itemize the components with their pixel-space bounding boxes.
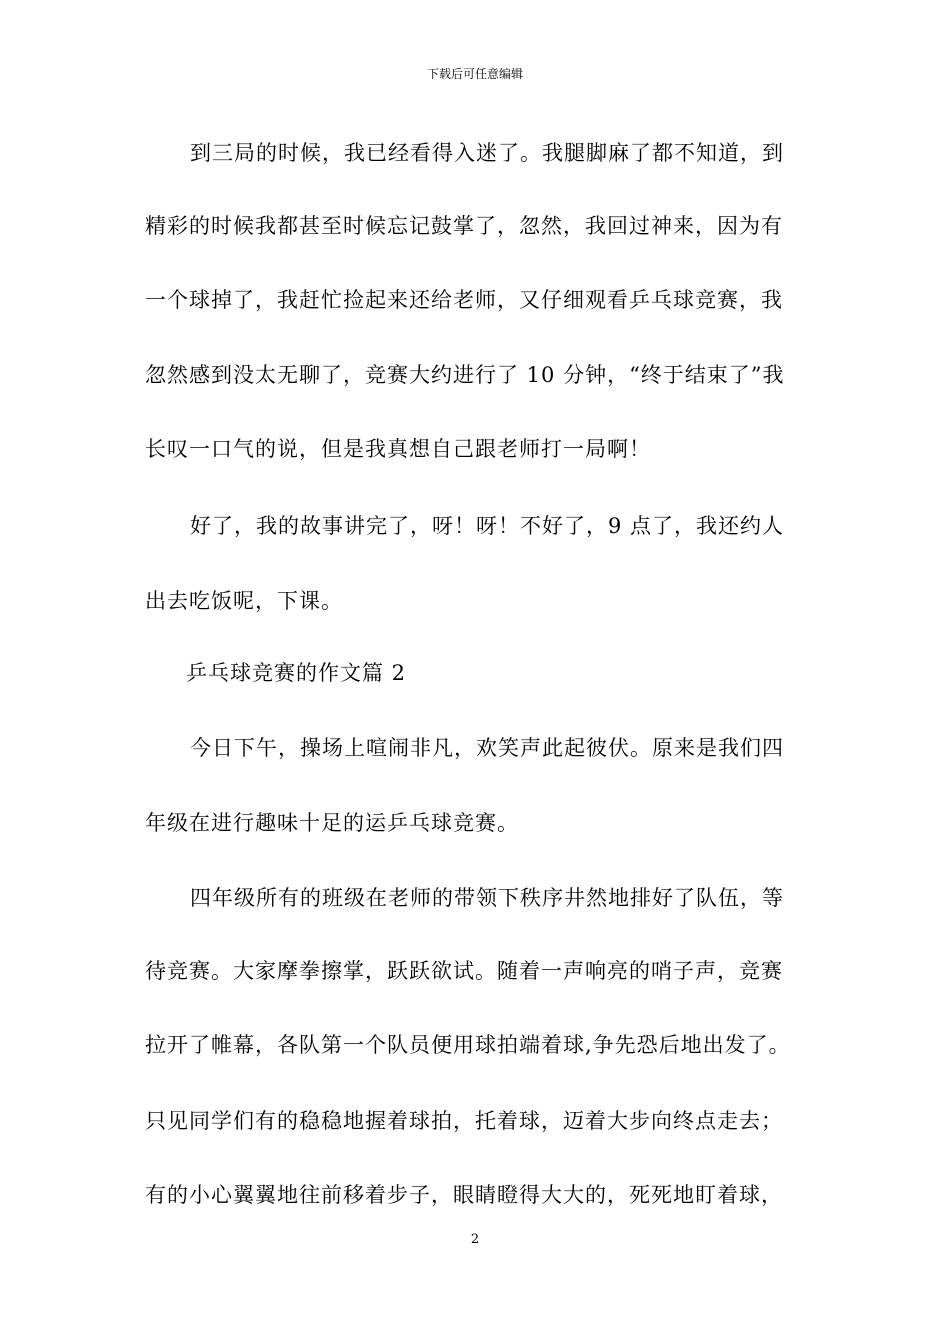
body-text-line: 年级在进行趣味十足的运乒乓球竞赛。: [145, 811, 519, 835]
body-text-line: 待竞赛。大家摩拳擦掌，跃跃欲试。随着一声响亮的哨子声，竞赛: [145, 959, 783, 983]
body-text-line: 出去吃饭呢，下课。: [145, 589, 343, 613]
body-text-line: 到三局的时候，我已经看得入迷了。我腿脚麻了都不知道，到: [190, 141, 784, 165]
section-heading: 乒乓球竞赛的作文篇 2: [186, 661, 407, 685]
body-text-line: 一个球掉了，我赶忙捡起来还给老师，又仔细观看乒乓球竞赛，我: [145, 288, 783, 312]
page-header-note: 下载后可任意编辑: [426, 67, 523, 81]
body-text-line: 拉开了帷幕，各队第一个队员便用球拍端着球,争先恐后地出发了。: [145, 1033, 791, 1057]
body-text-line: 忽然感到没太无聊了，竞赛大约进行了 10 分钟，“终于结束了”我: [145, 363, 785, 387]
body-text-line: 四年级所有的班级在老师的带领下秩序井然地排好了队伍，等: [190, 886, 784, 910]
body-text-line: 只见同学们有的稳稳地握着球拍，托着球，迈着大步向终点走去；: [145, 1109, 783, 1133]
body-text-line: 好了，我的故事讲完了，呀！呀！不好了，9 点了，我还约人: [190, 514, 785, 538]
page-number: 2: [470, 1232, 480, 1247]
body-text-line: 今日下午，操场上喧闹非凡，欢笑声此起彼伏。原来是我们四: [190, 736, 784, 760]
body-text-line: 长叹一口气的说，但是我真想自己跟老师打一局啊！: [145, 437, 651, 461]
body-text-line: 精彩的时候我都甚至时候忘记鼓掌了，忽然，我回过神来，因为有: [145, 214, 783, 238]
body-text-line: 有的小心翼翼地往前移着步子，眼睛瞪得大大的，死死地盯着球，: [145, 1183, 783, 1207]
